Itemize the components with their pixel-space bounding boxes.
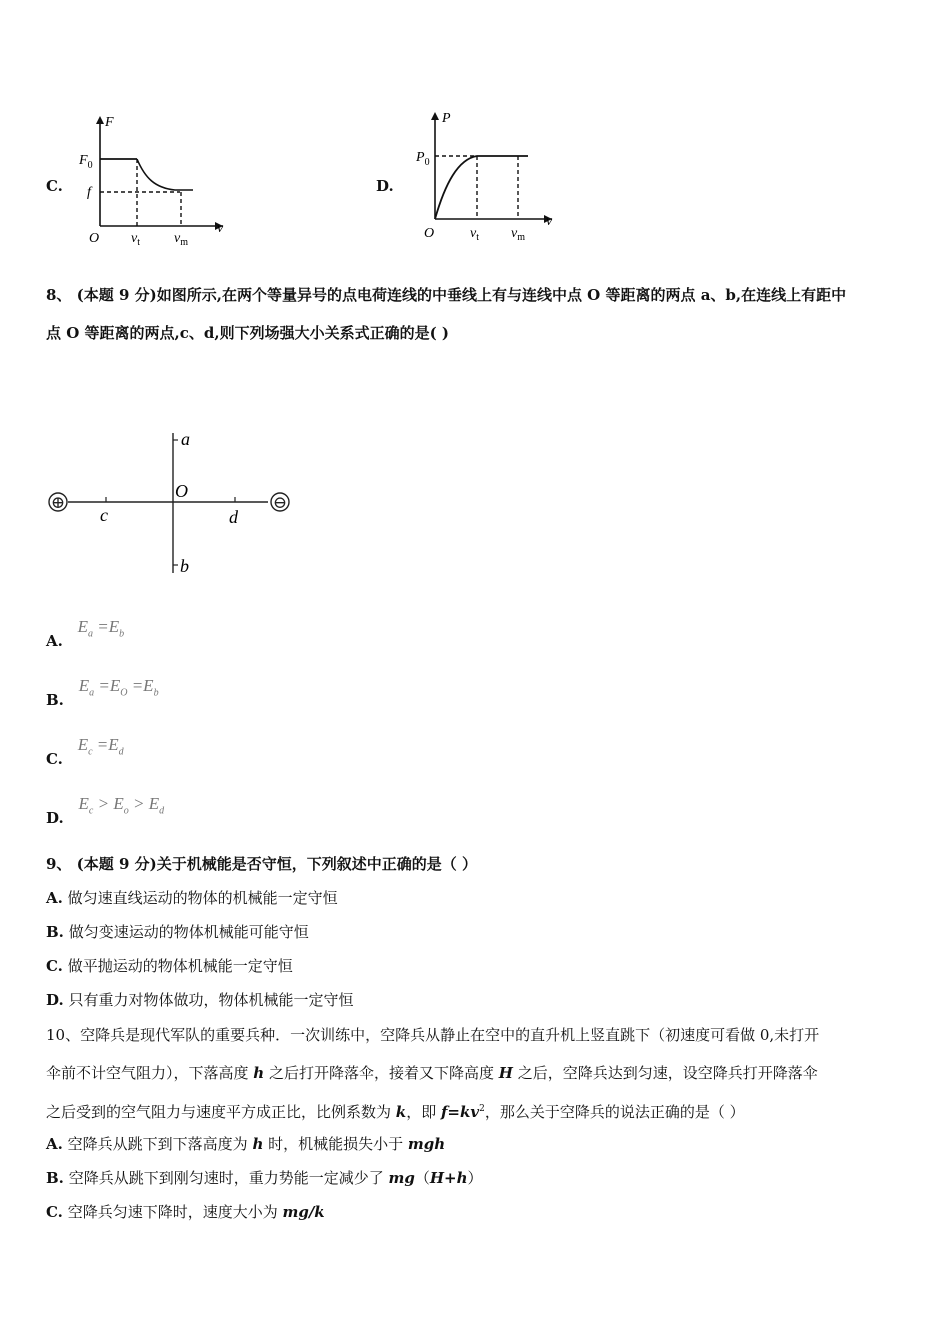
point-b-label: b [180, 556, 189, 576]
graph-c-tick2-label: v [174, 231, 181, 246]
q10-option-c[interactable]: C. 空降兵匀速下降时，速度大小为 mg/k [46, 1203, 325, 1221]
q10-stem-line1: 10、空降兵是现代军队的重要兵种．一次训练中，空降兵从静止在空中的直升机上竖直跳下（初速度可看做 0,未打开 [46, 1026, 820, 1044]
svg-text:vt [131, 231, 140, 248]
graph-c-tick2-sub: m [180, 237, 188, 248]
point-c-label: c [100, 505, 108, 525]
positive-charge: ⊕ [50, 493, 66, 512]
graph-d-high-level-sub: 0 [424, 157, 430, 168]
graph-d-tick2-sub: m [517, 232, 525, 243]
graph-c-x-axis-label: v [217, 221, 224, 236]
svg-text:vm [511, 226, 525, 243]
q8-option-a-label: A. [46, 632, 63, 650]
graph-d-power-vs-velocity [410, 104, 570, 244]
point-d-label: d [229, 507, 238, 527]
graph-c-tick1-sub: t [137, 237, 140, 248]
graph-d-high-level-label: P [416, 150, 425, 165]
graph-c-force-vs-velocity [75, 108, 235, 248]
graph-d-x-axis-label: v [546, 214, 553, 229]
q8-option-d[interactable]: D. $E_c > E_o > E_d$ [46, 794, 165, 827]
graph-c-high-level-label: F [79, 153, 88, 168]
graph-c-tick1-label: v [131, 231, 138, 246]
q8-stem-line1: 8、 (本题 9 分)如图所示,在两个等量异号的点电荷连线的中垂线上有与连线中点 O 等距离的两点 a、b,在连线上有距中 [46, 286, 847, 304]
graph-d-tick1-sub: t [476, 232, 479, 243]
graph-c-origin-label: O [89, 231, 100, 246]
q8-option-c[interactable]: C. $E_c =E_d$ [46, 735, 124, 768]
q8-option-b-label: B. [46, 691, 64, 709]
svg-text:F0 [78, 153, 93, 171]
graph-c-y-axis-label: F [105, 115, 114, 130]
svg-text:vt [470, 226, 479, 243]
q10-option-b[interactable]: B. 空降兵从跳下到刚匀速时，重力势能一定减少了 mg（H+h） [46, 1169, 483, 1187]
q9-option-c[interactable]: C. 做平抛运动的物体机械能一定守恒 [46, 957, 293, 975]
graph-c-high-level-sub: 0 [87, 160, 93, 171]
negative-charge: ⊖ [272, 493, 288, 512]
q8-option-d-label: D. [46, 809, 64, 827]
graph-d-tick2-label: v [511, 226, 518, 241]
q8-stem-line2: 点 O 等距离的两点,c、d,则下列场强大小关系式正确的是( ) [46, 324, 449, 342]
graph-d-origin-label: O [424, 226, 435, 241]
graph-c-low-level-label: f [87, 185, 91, 200]
q8-option-a[interactable]: A. $E_a =E_b$ [46, 617, 125, 650]
q9-option-a[interactable]: A. 做匀速直线运动的物体的机械能一定守恒 [46, 889, 338, 907]
point-o-label: O [175, 481, 188, 501]
option-c-label: C. [46, 177, 63, 195]
q8-charge-figure [40, 425, 310, 585]
svg-text:P0 [415, 150, 430, 168]
q9-option-b[interactable]: B. 做匀变速运动的物体机械能可能守恒 [46, 923, 309, 941]
q9-option-d[interactable]: D. 只有重力对物体做功，物体机械能一定守恒 [46, 991, 354, 1009]
graph-d-tick1-label: v [470, 226, 477, 241]
svg-text:vm [174, 231, 188, 248]
q8-option-b[interactable]: B. $E_a =E_O =E_b$ [46, 676, 159, 709]
q9-stem: 9、 (本题 9 分)关于机械能是否守恒，下列叙述中正确的是（ ） [46, 855, 477, 873]
q8-option-c-label: C. [46, 750, 63, 768]
point-a-label: a [181, 429, 190, 449]
q10-stem-line2: 伞前不计空气阻力），下落高度 h 之后打开降落伞，接着又下降高度 H 之后，空降兵达到匀速，设空降兵打开降落伞 [46, 1064, 818, 1082]
option-d-label: D. [376, 177, 394, 195]
q10-option-a[interactable]: A. 空降兵从跳下到下落高度为 h 时，机械能损失小于 mgh [46, 1135, 446, 1153]
graph-d-y-axis-label: P [442, 111, 451, 126]
q10-stem-line3: 之后受到的空气阻力与速度平方成正比，比例系数为 k，即 $f=kv^2$，那么关于空降兵的说法正确的是（ ） [46, 1103, 745, 1121]
